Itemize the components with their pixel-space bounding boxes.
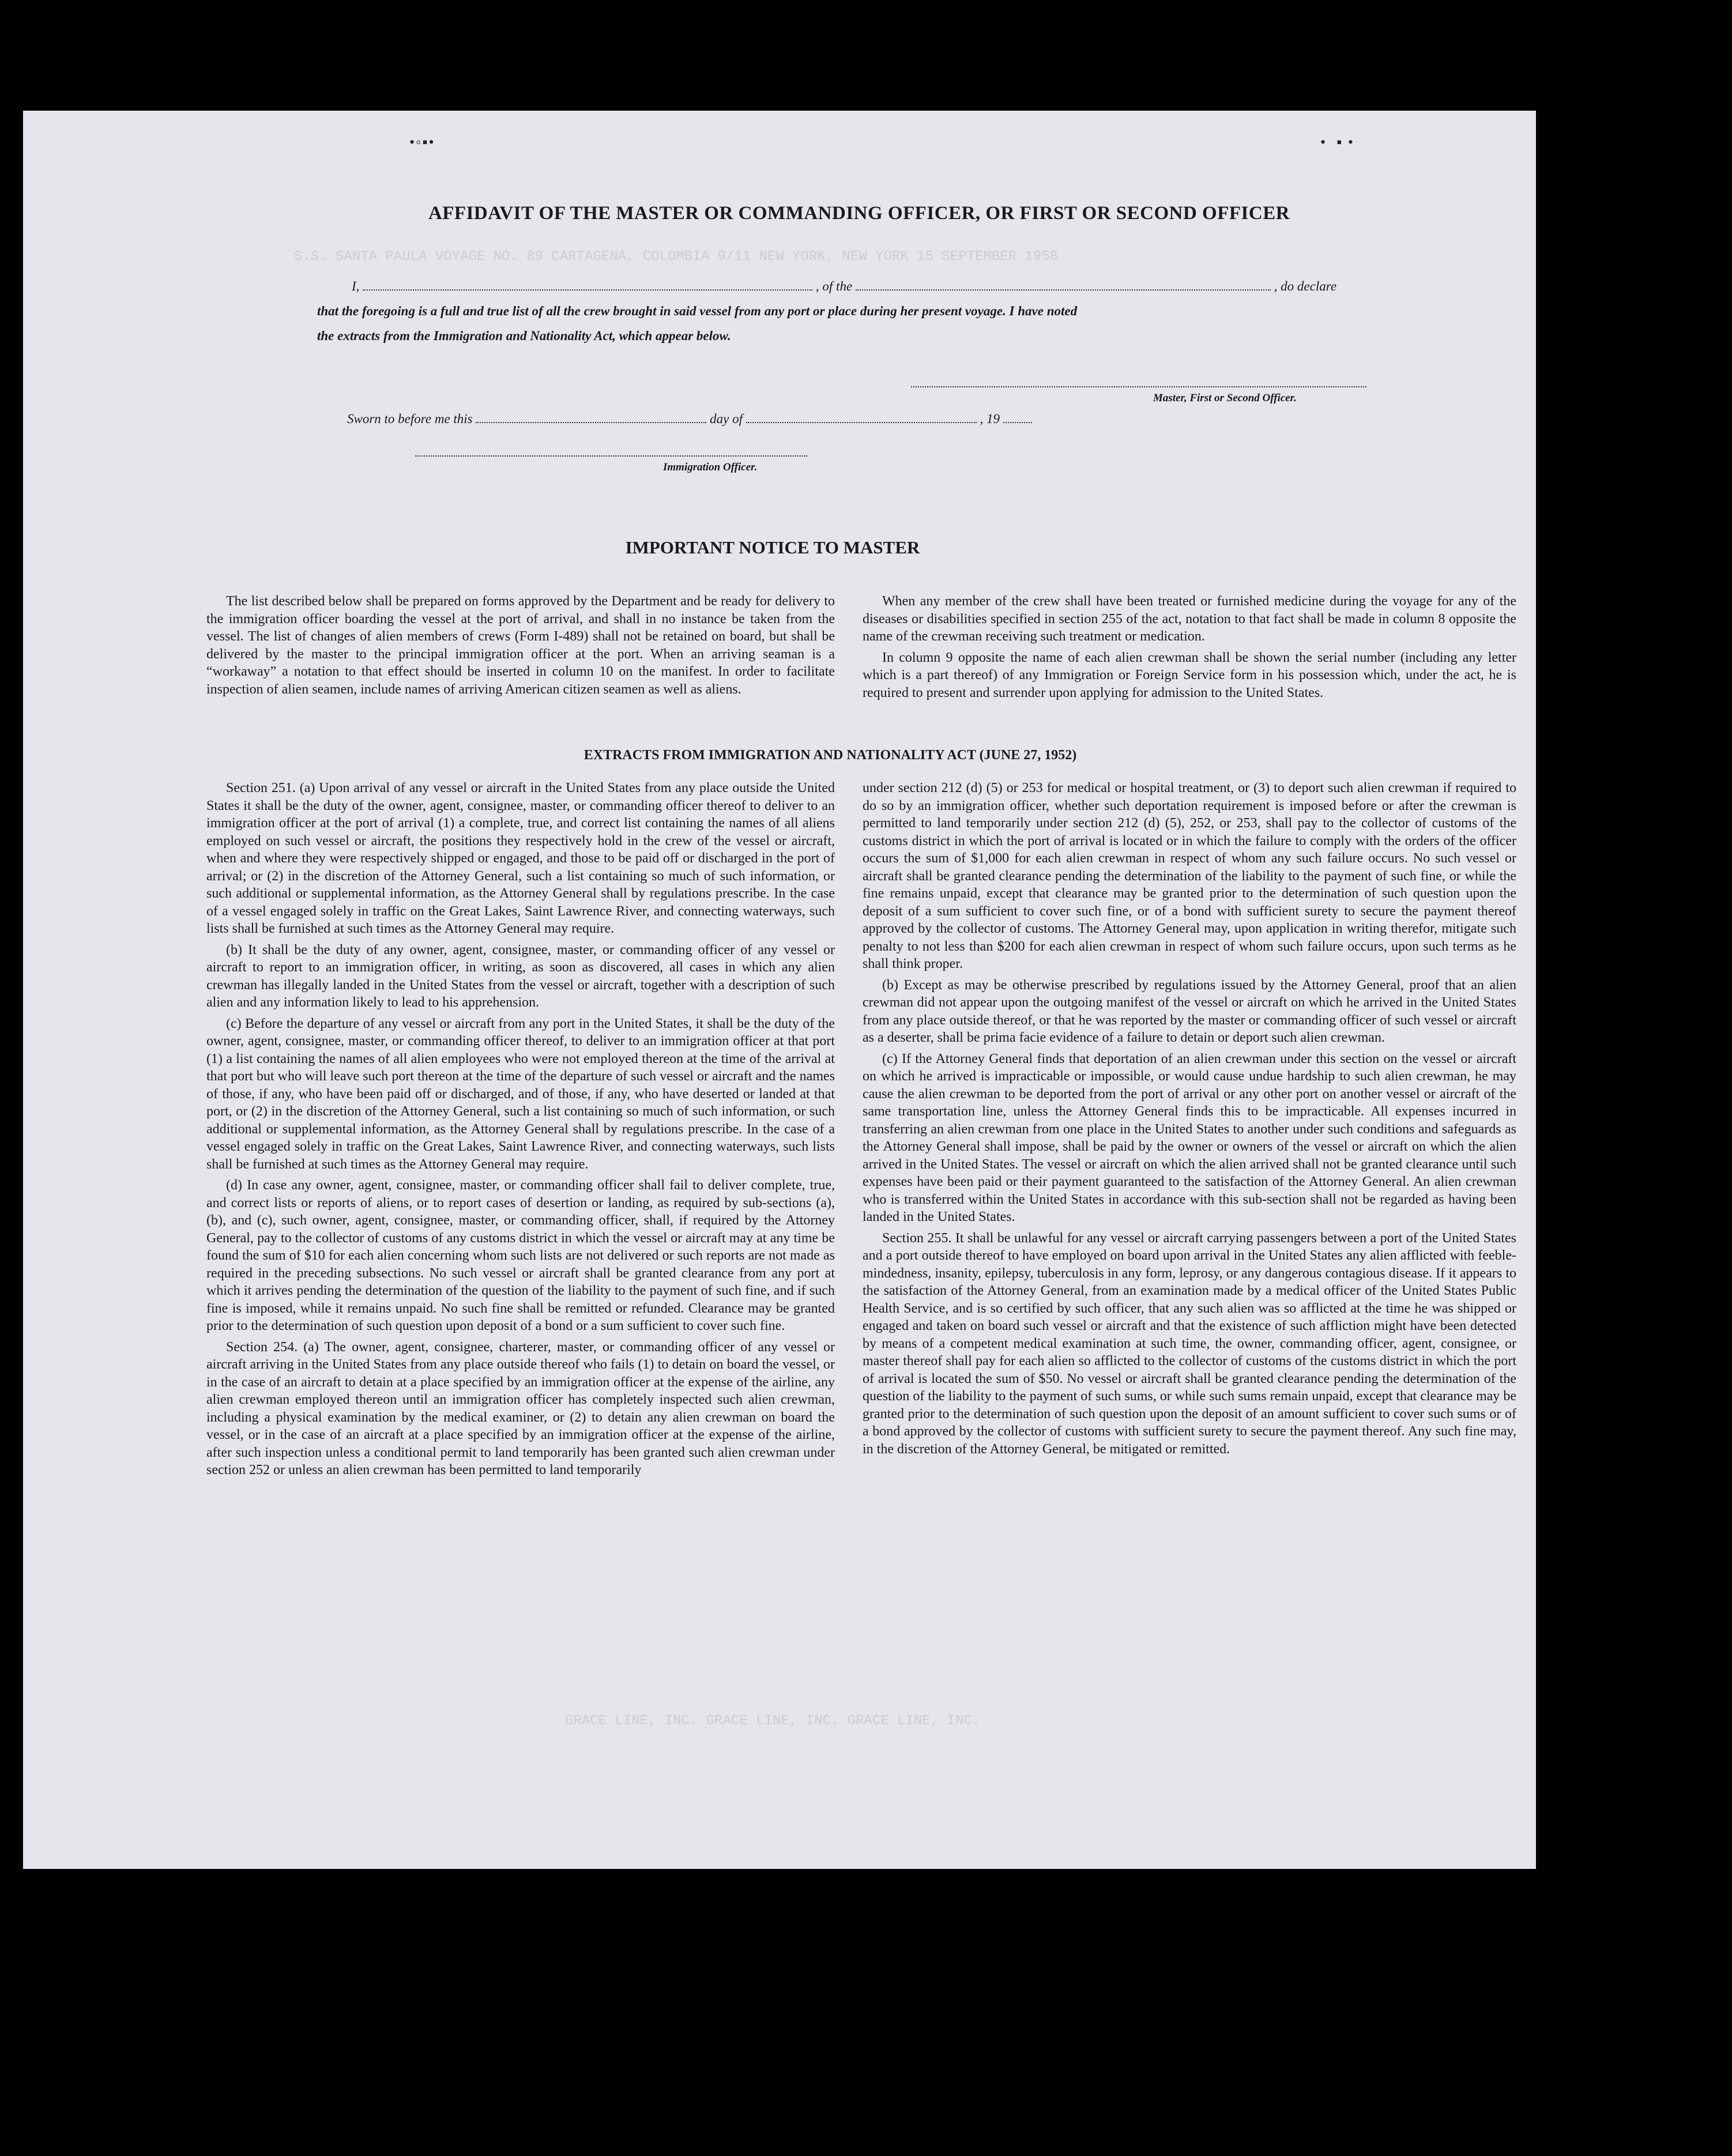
scan-mark: • ▪ • xyxy=(1320,134,1354,150)
section-251-c: (c) Before the departure of any vessel or aircraft from any port in the United States, it shall be the duty of the owner, agent, consignee, master, or commanding officer thereof, to deliver to an immigration officer at that port (1) a list containing the names of all alien employees who were not employed thereon at the time of the arrival at that port but who will leave such port thereon at the time of the departure of such vessel or aircraft and the names of those, if any, who have been paid off or discharged, and of those, if any, who have deserted or landed at that port, or (2) in the discretion of the Attorney General, such a list containing so much of such information, or such additional or supplemental information, as the Attorney General shall by regulations prescribe. In the case of a vessel engaged solely in traffic on the Great Lakes, Saint Lawrence River, and connecting waterways, such lists shall be furnished at such times as the Attorney General may require. xyxy=(206,1016,835,1172)
binder-hole xyxy=(1583,731,1609,756)
section-254-a: Section 254. (a) The owner, agent, consignee, charterer, master, or commanding officer of any vessel or aircraft arriving in the United States from any place outside thereof who fails (1) to detain on board the vessel, or in the case of an aircraft to detain at a place specified by an immigration officer at the expense of the airline, any alien crewman employed thereon until an immigration officer has completely inspected such alien crewman, including a physical examination by the medical examiner, or (2) to detain any alien crewman on board the vessel, or in the case of an aircraft at a place specified by an immigration officer at the expense of the airline, after such inspection unless a conditional permit to land temporarily has been granted such alien crewman under section 252 or unless an alien crewman has been permitted to land temporarily xyxy=(206,1339,835,1477)
binder-hole xyxy=(1583,1725,1609,1750)
notice-left-column xyxy=(206,593,835,702)
extracts-left-column xyxy=(206,779,835,1483)
do-declare-label: , do declare xyxy=(1274,279,1337,293)
declaration-statement-2: the extracts from the Immigration and Nationality Act, which appear below. xyxy=(317,329,731,343)
master-signature-line[interactable] xyxy=(911,386,1366,387)
section-251-b: (b) It shall be the duty of any owner, agent, consignee, master, or commanding officer of any vessel or aircraft to report to an immigration officer, in writing, as soon as discovered, all cases in which any alien crewman has illegally landed in the United States from the vessel or aircraft, together with a description of such alien and any information likely to lead to his apprehension. xyxy=(206,942,835,1010)
master-caption: Master, First or Second Officer. xyxy=(1153,392,1297,404)
notice-treatment-paragraph: When any member of the crew shall have been treated or furnished medicine during the voyage for any of the diseases or disabilities specified in section 255 of the act, notation to that fact shall be made in column 8 opposite the name of the crewman receiving such treatment or medication. xyxy=(863,594,1516,644)
sworn-day-blank[interactable] xyxy=(476,410,706,423)
of-the-label: , of the xyxy=(815,279,853,293)
sworn-label: Sworn to before me this xyxy=(347,412,473,426)
immigration-officer-caption: Immigration Officer. xyxy=(663,461,758,473)
sworn-month-blank[interactable] xyxy=(746,410,977,423)
binder-hole xyxy=(1583,639,1609,664)
binder-hole xyxy=(1583,353,1609,378)
sworn-year-blank[interactable] xyxy=(1003,410,1032,423)
notice-intro-paragraph: The list described below shall be prepared on forms approved by the Department and be ready for delivery to the immigration officer boarding the vessel at the port of arrival, and shall in no instance be taken from the vessel. The list of changes of alien members of crews (Form I-489) shall not be retained on board, but shall be delivered by the master to the principal immigration officer at the port. When an arriving seaman is a “workaway” a notation to that effect should be inserted in column 10 on the manifest. In order to facilitate inspection of alien seamen, include names of arriving American citizen seamen as well as aliens. xyxy=(206,594,835,697)
declaration-statement-1: that the foregoing is a full and true list of all the crew brought in said vessel from any port or place during her present voyage. I have noted xyxy=(317,304,1078,318)
section-254-b: (b) Except as may be otherwise prescribed by regulations issued by the Attorney General, proof that an alien crewman did not appear upon the outgoing manifest of the vessel or aircraft on which he arrived in the United States from any place outside thereof, or that he was reported by the master or commanding officer of such vessel or aircraft as a deserter, shall be prima facie evidence of a failure to detain or deport such alien crewman. xyxy=(863,977,1516,1045)
scan-mark: •◦▪• xyxy=(409,134,435,150)
section-251-a: Section 251. (a) Upon arrival of any vessel or aircraft in the United States from any place outside the United States it shall be the duty of the owner, agent, consignee, master, or commanding officer thereof to deliver to an immigration officer at the port of arrival (1) a complete, true, and correct list containing the names of all aliens employed on such vessel or aircraft, the positions they respectively hold in the crew of the vessel or aircraft, when and where they were respectively shipped or engaged, and those to be paid off or discharged in the port of arrival; or (2) in the discretion of the Attorney General, such a list containing so much of such information, or such additional or supplemental information, as the Attorney General shall by regulations prescribe. In the case of a vessel engaged solely in traffic on the Great Lakes, Saint Lawrence River, and connecting waterways, such lists shall be furnished at such times as the Attorney General may require. xyxy=(206,781,835,936)
bleed-through-header: S.S. SANTA PAULA VOYAGE NO. 89 CARTAGENA, COLOMBIA 9/11 NEW YORK, NEW YORK 15 SEPTEMBER 1958 xyxy=(294,249,1059,265)
binder-hole xyxy=(1583,259,1609,284)
day-of-label: day of xyxy=(710,412,743,426)
sworn-line xyxy=(347,410,1032,427)
binder-hole xyxy=(1583,1354,1609,1379)
affidavit-title: AFFIDAVIT OF THE MASTER OR COMMANDING OFFICER, OR FIRST OR SECOND OFFICER xyxy=(428,203,1290,224)
section-254-c: (c) If the Attorney General finds that deportation of an alien crewman under this section on the vessel or aircraft on which he arrived is impracticable or impossible, or would cause undue hardship to such alien crewman, he may cause the alien crewman to be deported from the port of arrival or any other port on another vessel or aircraft of the same transportation line, unless the Attorney General finds this to be impracticable. All expenses incurred in transferring an alien crewman from one place in the United States to another under such conditions and safeguards as the Attorney General shall impose, shall be paid by the owner or owners of the vessel or aircraft on which the alien arrived in the United States. The vessel or aircraft on which the alien arrived shall not be granted clearance until such expenses have been paid or their payment guaranteed to the satisfaction of the Attorney General. An alien crewman who is transferred within the United States in accordance with this sub-section shall not be regarded as having been landed in the United States. xyxy=(863,1051,1516,1224)
section-251-d: (d) In case any owner, agent, consignee, master, or commanding officer shall fail to deliver complete, true, and correct lists or reports of aliens, or to report cases of desertion or landing, as required by sub-sections (a), (b), and (c), such owner, agent, consignee, master, or commanding officer, shall, if required by the Attorney General, pay to the collector of customs of any customs district in which the vessel or aircraft may at any time be found the sum of $10 for each alien concerning whom such lists are not delivered or such reports are not made as required in the preceding subsections. No such vessel or aircraft shall be granted clearance from any port at which it arrives pending the determination of the question of the liability to the payment of such fine, and if such fine is imposed, while it remains unpaid. No such fine shall be remitted or refunded. Clearance may be granted prior to the determination of such question upon deposit of a bond or a sum sufficient to cover such fine. xyxy=(206,1178,835,1333)
binder-hole xyxy=(1583,1259,1609,1284)
declaration-line xyxy=(352,278,1336,294)
i-label: I, xyxy=(352,279,360,293)
immigration-officer-signature-line[interactable] xyxy=(415,455,807,457)
vessel-blank[interactable] xyxy=(856,278,1271,291)
notice-serial-paragraph: In column 9 opposite the name of each alien crewman shall be shown the serial number (including any letter which is a part thereof) of any Immigration or Foreign Service form in his possession which, under the act, he is required to present and surrender upon applying for admission to the United States. xyxy=(863,650,1516,700)
notice-right-column xyxy=(863,593,1516,705)
bleed-through-footer: GRACE LINE, INC. GRACE LINE, INC. GRACE LINE, INC. xyxy=(565,1713,981,1729)
document-page xyxy=(23,111,1536,1869)
binder-hole xyxy=(1583,1633,1609,1659)
section-255: Section 255. It shall be unlawful for any vessel or aircraft carrying passengers between a port of the United States and a port outside thereof to have employed on board upon arrival in the United States any alien afflicted with feeble-mindedness, insanity, epilepsy, tuberculosis in any form, leprosy, or any dangerous contagious disease. If it appears to the satisfaction of the Attorney General, from an examination made by a medical officer of the United States Public Health Service, and is so certified by such officer, that any such alien was so afflicted at the time he was shipped or engaged and taken on board such vessel or aircraft and that the existence of such affliction might have been detected by means of a competent medical examination at such time, the owner, commanding officer, agent, consignee, or master thereof shall pay for each alien so afflicted to the collector of customs of the customs district in which the port of arrival is located the sum of $50. No vessel or aircraft shall be granted clearance pending the determination of the question of the liability to the payment of such sums, or while such sums remain unpaid, except that clearance may be granted prior to the determination of such question upon the deposit of an amount sufficient to cover such sums or of a bond approved by the collector of customs with sufficient surety to secure the payment thereof. Any such fine may, in the discretion of the Attorney General, be mitigated or remitted. xyxy=(863,1230,1516,1457)
notice-heading: IMPORTANT NOTICE TO MASTER xyxy=(625,537,920,557)
extracts-right-column xyxy=(863,779,1516,1461)
extracts-heading: EXTRACTS FROM IMMIGRATION AND NATIONALITY ACT (JUNE 27, 1952) xyxy=(583,748,1077,763)
name-blank[interactable] xyxy=(363,278,812,291)
year-label: , 19 xyxy=(980,412,1000,426)
section-254-a-continued: under section 212 (d) (5) or 253 for medical or hospital treatment, or (3) to deport such alien crewman if required to do so by an immigration officer, whether such deportation requirement is imposed before or after the crewman is permitted to land temporarily under section 212 (d) (5), 252, or 253, shall pay to the collector of customs of the customs district in which the port of arrival is located or in which the failure to comply with the orders of the officer occurs the sum of $1,000 for each alien crewman in respect of whom any such failure occurs. No such vessel or aircraft shall be granted clearance pending the determination of the liability to the payment of such fine, or while the fine remains unpaid, except that clearance may be granted prior to the determination of such question upon the deposit of a sum sufficient to cover such fine, or of a bond with sufficient surety to secure the payment thereof approved by the collector of customs. The Attorney General may, upon application in writing therefor, mitigate such penalty to not less than $200 for each alien crewman in respect of whom such failure occurs, upon such terms as he shall think proper. xyxy=(863,781,1516,971)
